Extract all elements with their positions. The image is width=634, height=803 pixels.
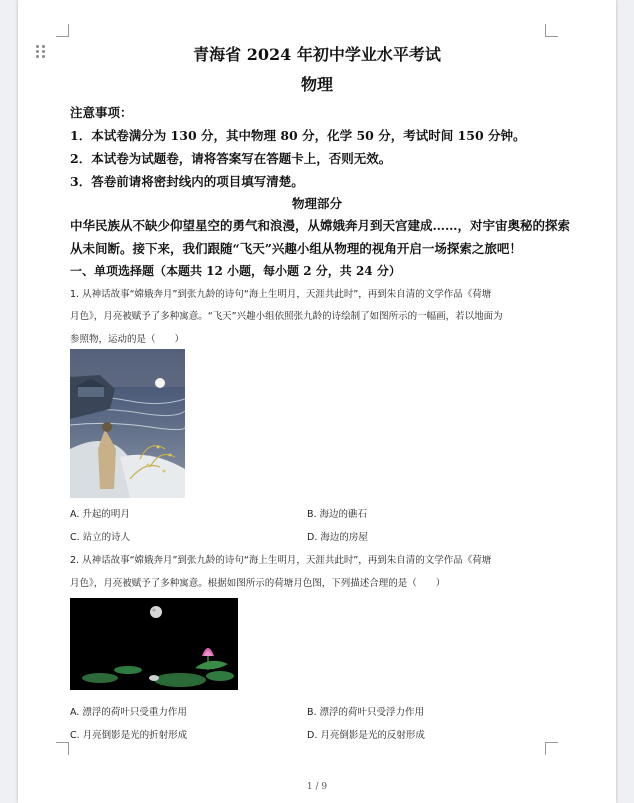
option-d: D. 海边的房屋 <box>307 532 368 543</box>
intro-text: 从未间断。接下来，我们跟随“飞天”兴趣小组从物理的视角开启一场探索之旅吧！ <box>70 241 522 256</box>
crop-mark-icon <box>56 742 69 755</box>
section-title: 物理部分 <box>291 196 342 211</box>
option-c: C. 月亮倒影是光的折射形成 <box>70 730 188 741</box>
option-b: B. 海边的礁石 <box>307 509 368 520</box>
part-title: 一、单项选择题（本题共 12 小题，每小题 2 分，共 24 分） <box>70 264 401 278</box>
crop-mark-icon <box>545 742 558 755</box>
crop-mark-icon <box>56 24 69 37</box>
page-indicator: 1 / 9 <box>306 782 328 792</box>
lotus-pond-moonlight-image <box>70 598 238 690</box>
moon-over-sea-painting <box>70 349 185 498</box>
notice-heading: 注意事项： <box>70 105 133 120</box>
option-b: B. 漂浮的荷叶只受浮力作用 <box>307 707 425 718</box>
option-a: A. 漂浮的荷叶只受重力作用 <box>70 707 187 718</box>
intro-text: 中华民族从不缺少仰望星空的勇气和浪漫，从嫦娥奔月到天宫建成……，对宇宙奥秘的探索 <box>70 218 571 233</box>
question-2-text: 2. 从神话故事“嫦娥奔月”到张九龄的诗句“海上生明月，天涯共此时”，再到朱自清的文学作品《荷塘 <box>70 555 492 566</box>
question-1-text: 参照物，运动的是（ ） <box>70 334 185 345</box>
option-c: C. 站立的诗人 <box>70 532 131 543</box>
crop-mark-icon <box>545 24 558 37</box>
question-1-text: 月色》，月亮被赋予了多种寓意。“飞天”兴趣小组依照张九龄的诗绘制了如图所示的一幅画，若以地面为 <box>70 311 503 322</box>
exam-subject: 物理 <box>300 75 333 94</box>
option-d: D. 月亮倒影是光的反射形成 <box>307 730 425 741</box>
notice-item: 3．答卷前请将密封线内的项目填写清楚。 <box>70 174 304 189</box>
notice-item: 1．本试卷满分为 130 分，其中物理 80 分，化学 50 分，考试时间 150 分钟。 <box>70 128 526 143</box>
question-1-text: 1. 从神话故事“嫦娥奔月”到张九龄的诗句“海上生明月，天涯共此时”，再到朱自清的文学作品《荷塘 <box>70 289 492 300</box>
option-a: A. 升起的明月 <box>70 509 130 520</box>
exam-title: 青海省 2024 年初中学业水平考试 <box>193 45 441 64</box>
notice-item: 2．本试卷为试题卷，请将答案写在答题卡上，否则无效。 <box>70 151 392 166</box>
question-2-text: 月色》，月亮被赋予了多种寓意。根据如图所示的荷塘月色图，下列描述合理的是（ ） <box>70 578 446 589</box>
